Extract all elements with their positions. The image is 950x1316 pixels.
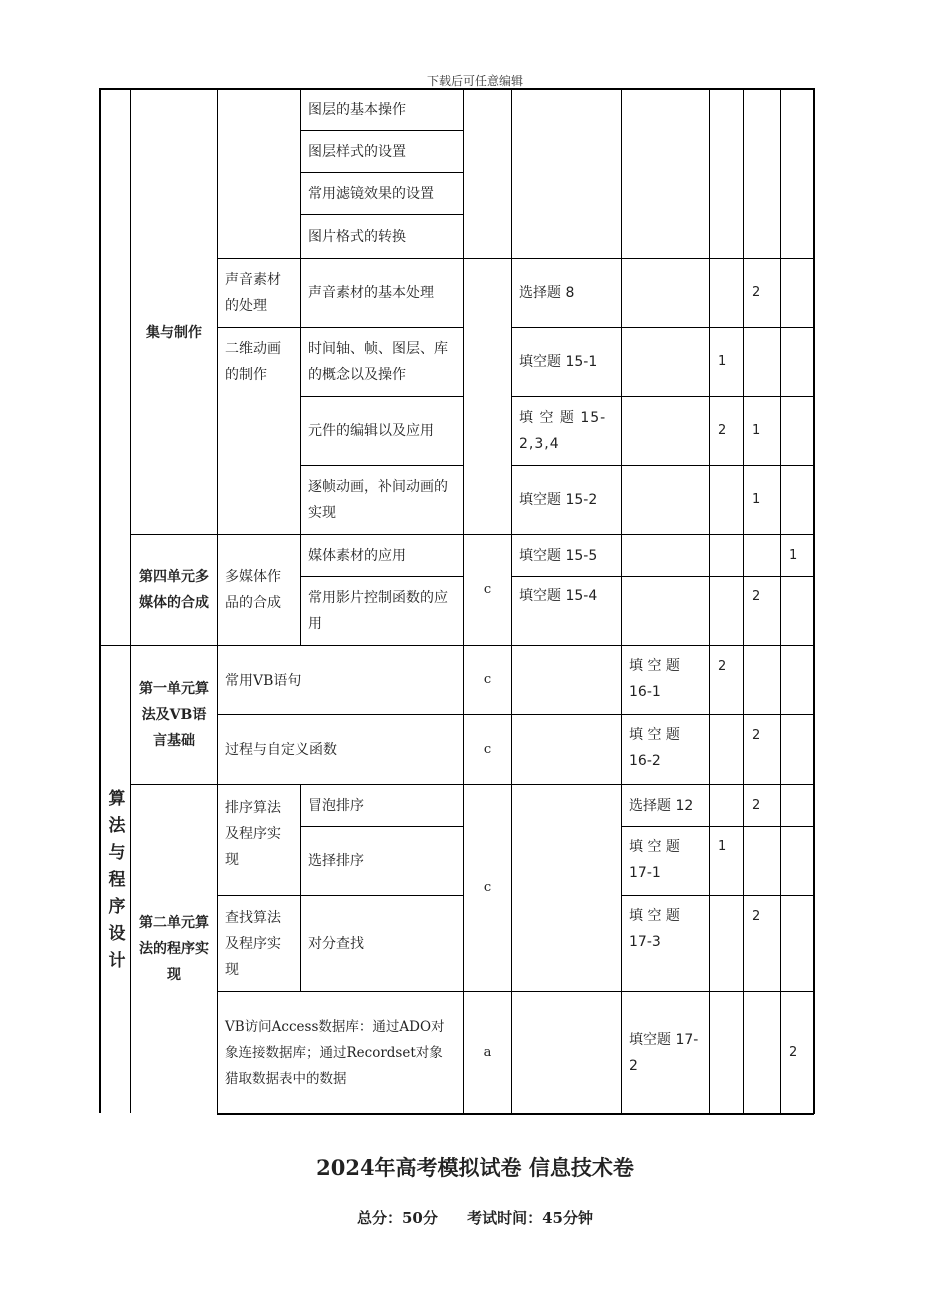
content-cell: 时间轴、帧、图层、库的概念以及操作 [308, 341, 448, 383]
section-label-unit1-algo: 第一单元算法及VB语言基础 [139, 681, 209, 749]
subtopic-audio: 声音素材的处理 [225, 272, 281, 314]
score-cell: 1 [789, 547, 798, 563]
score-cell: 2 [718, 659, 727, 674]
col-divider [780, 88, 781, 1114]
content-cell: 元件的编辑以及应用 [308, 423, 434, 439]
exam-time: 考试时间：45分钟 [467, 1209, 593, 1227]
content-cell: 声音素材的基本处理 [308, 285, 434, 301]
subtopic-mm-compose: 多媒体作品的合成 [225, 569, 281, 611]
level-cell: c [483, 582, 492, 597]
level-cell: c [483, 880, 492, 895]
content-cell: 逐帧动画，补间动画的实现 [308, 479, 448, 521]
question-cell: 填 空 题 15-2,3,4 [519, 410, 607, 452]
content-cell: 常用影片控制函数的应用 [308, 590, 448, 632]
score-cell: 2 [752, 728, 761, 743]
score-cell: 2 [752, 285, 761, 300]
content-cell: 冒泡排序 [308, 797, 364, 814]
table-bottom-border [217, 1113, 814, 1115]
question-cell: 填空题 15-1 [519, 354, 598, 370]
row-divider [621, 895, 814, 896]
score-cell: 2 [752, 797, 761, 813]
score-cell: 1 [718, 354, 727, 369]
level-cell: a [483, 1044, 492, 1060]
document-title: 2024年高考模拟试卷 信息技术卷 [316, 1155, 634, 1180]
score-cell: 2 [718, 423, 727, 438]
subtopic-sort-algo: 排序算法及程序实现 [225, 800, 281, 868]
question-cell: 填 空 题 17-3 [629, 908, 680, 950]
section-label-unit4: 第四单元多媒体的合成 [139, 569, 209, 611]
score-cell: 1 [752, 492, 761, 507]
table-right-border [813, 88, 815, 1114]
question-cell: 填空题 15-5 [519, 547, 598, 564]
content-cell: 过程与自定义函数 [225, 741, 337, 758]
question-cell: 选择题 8 [519, 285, 575, 301]
content-cell: VB访问Access数据库：通过ADO对象连接数据库；通过Recordset对象猎取数据表中的数据 [225, 1018, 445, 1087]
content-cell: 常用VB语句 [225, 673, 302, 689]
score-cell: 2 [789, 1044, 798, 1060]
col-divider [709, 88, 710, 1114]
score-cell: 1 [752, 423, 761, 438]
section-label-caiji: 集与制作 [146, 325, 202, 341]
section-divider [99, 645, 814, 646]
row-divider [621, 826, 814, 827]
score-cell: 1 [718, 839, 727, 854]
total-score: 总分：50分 [357, 1209, 438, 1227]
content-cell: 选择排序 [308, 853, 364, 869]
content-cell: 常用滤镜效果的设置 [308, 185, 434, 202]
question-cell: 选择题 12 [629, 797, 694, 814]
score-cell: 2 [752, 909, 761, 924]
subtopic-search-algo: 查找算法及程序实现 [225, 909, 281, 978]
question-cell: 填空题 15-4 [519, 588, 598, 604]
subtopic-anim2d: 二维动画的制作 [225, 341, 281, 383]
section-label-algo-vertical: 算法与程序设计 [108, 789, 126, 971]
level-cell: c [483, 741, 492, 757]
question-cell: 填空题 17-2 [629, 1031, 699, 1074]
page-header-note: 下载后可任意编辑 [426, 74, 523, 88]
content-cell: 媒体素材的应用 [308, 547, 406, 564]
table-left-border [99, 88, 101, 1113]
question-cell: 填 空 题 17-1 [629, 839, 680, 881]
content-cell: 图层样式的设置 [308, 143, 406, 160]
exam-info [0, 1207, 950, 1228]
content-cell: 图片格式的转换 [308, 228, 406, 245]
section-label-unit2-algo: 第二单元算法的程序实现 [139, 915, 209, 983]
content-cell: 图层的基本操作 [308, 101, 406, 118]
level-cell: c [483, 672, 492, 687]
question-cell: 填空题 15-2 [519, 492, 598, 508]
question-cell: 填 空 题 16-1 [629, 658, 680, 700]
score-cell: 2 [752, 589, 761, 604]
question-cell: 填 空 题 16-2 [629, 727, 680, 769]
content-cell: 对分查找 [308, 935, 364, 952]
